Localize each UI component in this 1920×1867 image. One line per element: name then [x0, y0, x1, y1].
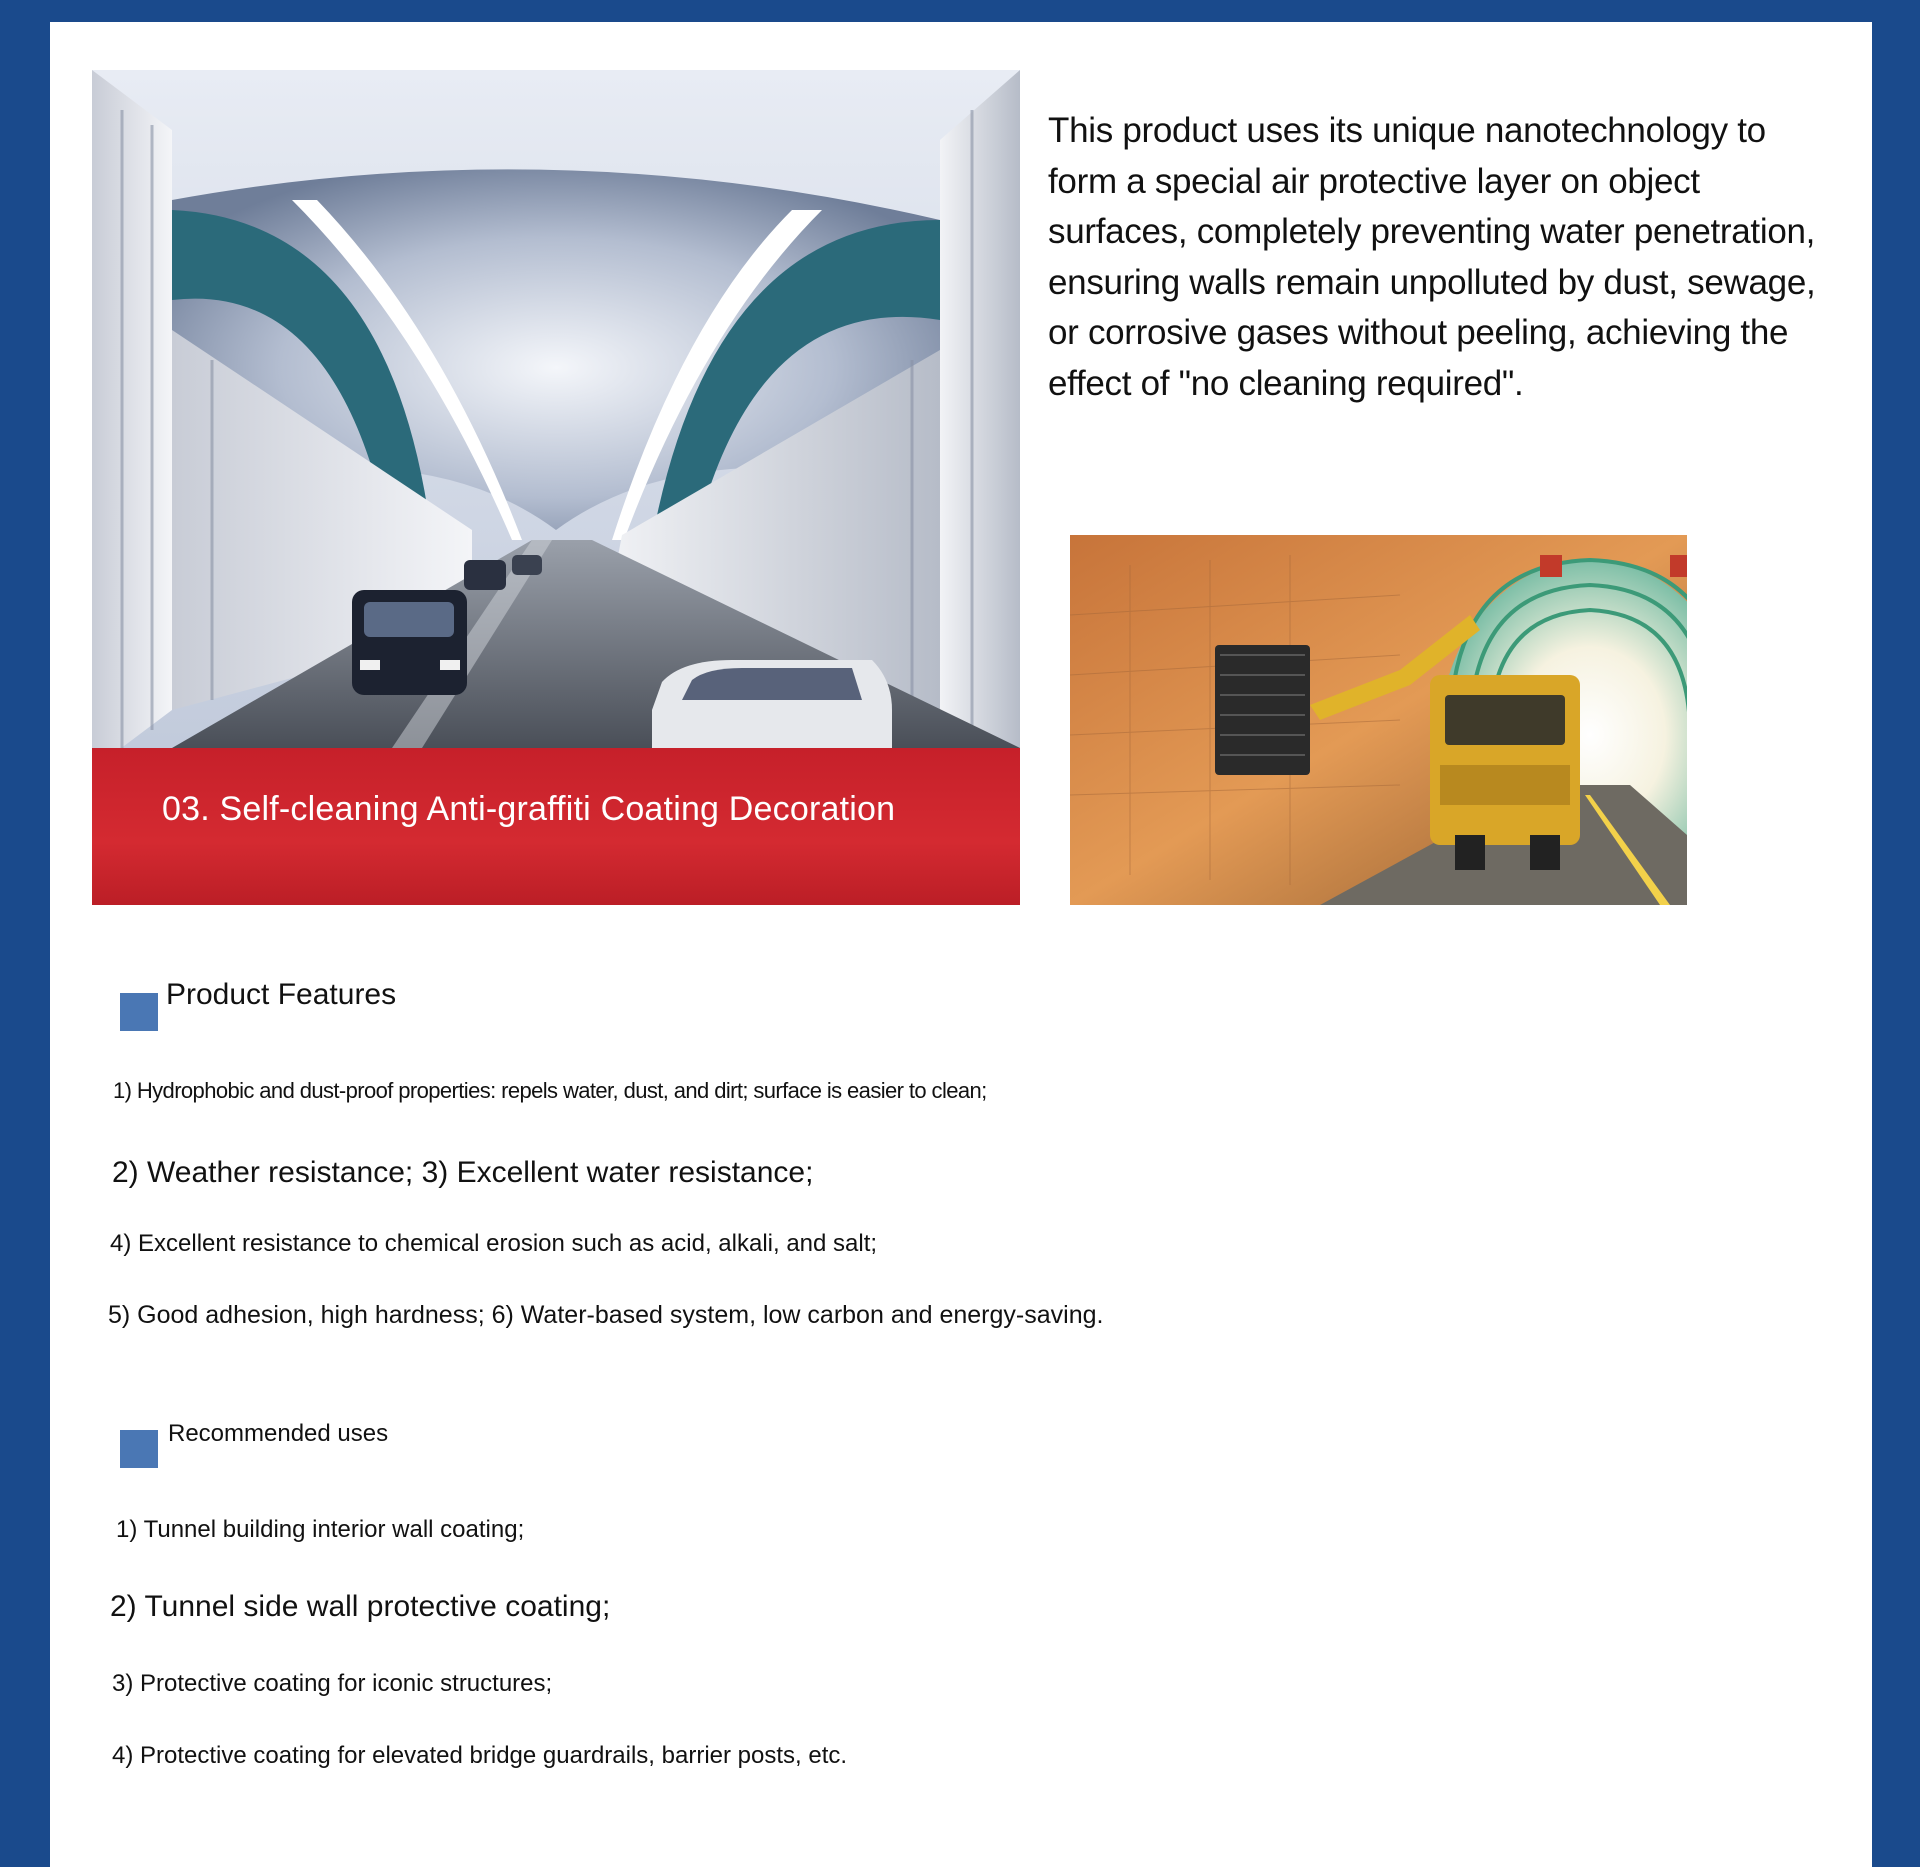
uses-marker: [120, 1430, 158, 1468]
features-item-2: 2) Weather resistance; 3) Excellent water resistance;: [112, 1156, 814, 1189]
features-item-3: 4) Excellent resistance to chemical erosion such as acid, alkali, and salt;: [110, 1230, 878, 1257]
features-title: Product Features: [166, 978, 397, 1011]
features-marker: [120, 993, 158, 1031]
tunnel-hero-image: [92, 70, 1020, 905]
uses-item-2: 2) Tunnel side wall protective coating;: [110, 1590, 611, 1623]
intro-paragraph: This product uses its unique nanotechnology to form a special air protective layer on object surfaces, completely preventing water penetration, ensuring walls remain unpolluted by dust, sewage, or corrosive gases without peeling, achieving the effect of "no cleaning required".: [1048, 111, 1816, 403]
uses-title: Recommended uses: [168, 1420, 389, 1447]
features-item-1: 1) Hydrophobic and dust-proof properties: repels water, dust, and dirt; surface is easier to clean;: [113, 1078, 987, 1103]
tunnel-cleaning-photo: [1070, 535, 1687, 905]
features-item-4: 5) Good adhesion, high hardness; 6) Water-based system, low carbon and energy-saving.: [108, 1301, 1104, 1329]
uses-item-3: 3) Protective coating for iconic structures;: [112, 1670, 553, 1697]
hero-caption: 03. Self-cleaning Anti-graffiti Coating Decoration: [162, 790, 896, 828]
uses-item-1: 1) Tunnel building interior wall coating;: [116, 1516, 525, 1543]
uses-item-4: 4) Protective coating for elevated bridge guardrails, barrier posts, etc.: [112, 1742, 848, 1769]
